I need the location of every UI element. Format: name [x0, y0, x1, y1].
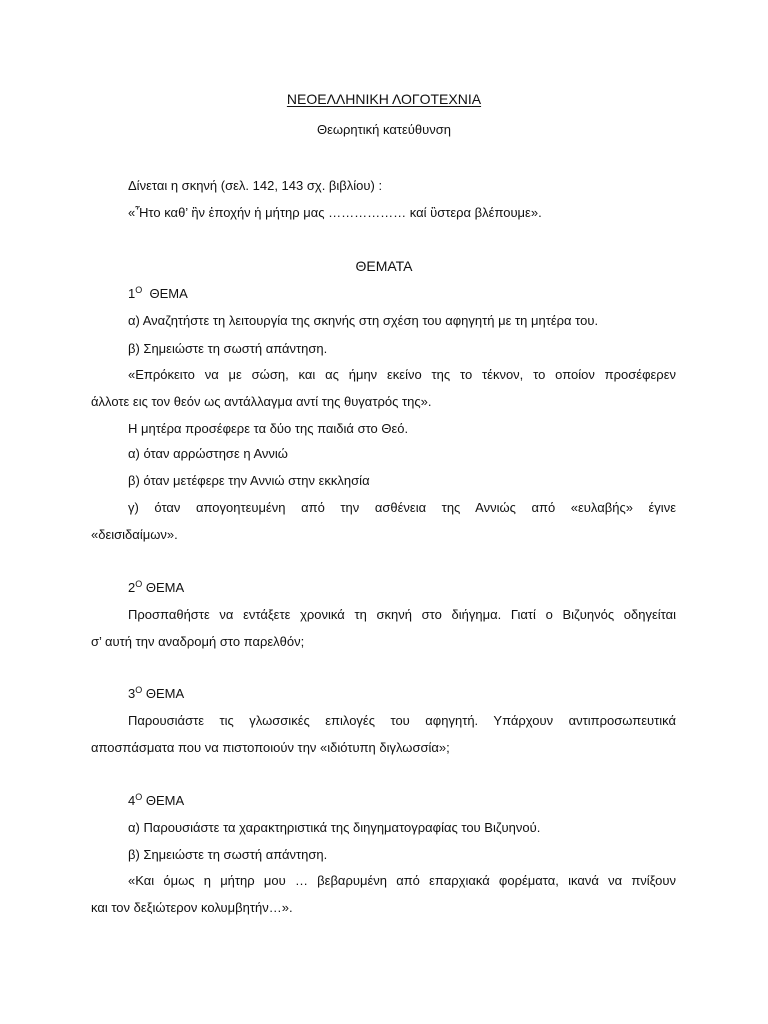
theme-text-line: Η μητέρα προσέφερε τα δύο της παιδιά στο Θεό. [128, 421, 409, 436]
theme-text-line: β) Σημειώστε τη σωστή απάντηση. [128, 847, 328, 862]
theme-label: ΘΕΜΑ [145, 793, 185, 808]
theme-quote-line: άλλοτε εις τον θεόν ως αντάλλαγμα αντί της θυγατρός της». [91, 394, 432, 409]
intro-quote: «Ἦτο καθ’ ἣν ἐποχήν ἡ μήτηρ μας ……………… καί ὓστερα βλέπουμε». [128, 205, 542, 220]
theme-heading [128, 580, 184, 596]
theme-quote-line: «Επρόκειτο να με σώση, και ας ήμην εκείνο της το τέκνον, το οποίον προσέφερεν [128, 367, 676, 382]
theme-label: ΘΕΜΑ [145, 686, 185, 701]
theme-ordinal: Ο [135, 579, 143, 589]
document-subtitle: Θεωρητική κατεύθυνση [316, 122, 452, 137]
theme-ordinal: Ο [135, 685, 143, 695]
theme-text-line: αποσπάσματα που να πιστοποιούν την «ιδιότυπη διγλωσσία»; [91, 740, 450, 755]
theme-number: 3 [128, 686, 136, 701]
theme-number: 4 [128, 793, 136, 808]
theme-text-line: Παρουσιάστε τις γλωσσικές επιλογές του αφηγητή. Υπάρχουν αντιπροσωπευτικά [128, 713, 676, 728]
theme-text-line: σ’ αυτή την αναδρομή στο παρελθόν; [91, 634, 305, 649]
theme-text-line: β) Σημειώστε τη σωστή απάντηση. [128, 341, 328, 356]
theme-number: 1 [128, 286, 136, 301]
theme-ordinal: Ο [135, 792, 143, 802]
theme-heading [128, 686, 184, 702]
theme-label: ΘΕΜΑ [149, 286, 188, 301]
theme-text-line: Προσπαθήστε να εντάξετε χρονικά τη σκηνή στο διήγημα. Γιατί ο Βιζυηνός οδηγείται [128, 607, 676, 622]
theme-text-line: α) Παρουσιάστε τα χαρακτηριστικά της διηγηματογραφίας του Βιζυηνού. [128, 820, 541, 835]
intro-line: Δίνεται η σκηνή (σελ. 142, 143 σχ. βιβλίου) : [128, 178, 383, 193]
theme-label: ΘΕΜΑ [145, 580, 185, 595]
theme-heading [128, 286, 188, 302]
document-title: ΝΕΟΕΛΛΗΝΙΚΗ ΛΟΓΟΤΕΧΝΙΑ [286, 91, 482, 107]
theme-option-line: «δεισιδαίμων». [91, 527, 178, 542]
theme-number: 2 [128, 580, 136, 595]
theme-option-line: γ) όταν απογοητευμένη από την ασθένεια της Αννιώς από «ευλαβής» έγινε [128, 500, 676, 515]
theme-option-line: β) όταν μετέφερε την Αννιώ στην εκκλησία [128, 473, 370, 488]
theme-quote-line: και τον δεξιώτερον κολυμβητήν…». [91, 900, 293, 915]
section-heading: ΘΕΜΑΤΑ [355, 258, 413, 274]
theme-ordinal: Ο [135, 285, 143, 295]
theme-heading [128, 793, 184, 809]
theme-option-line: α) όταν αρρώστησε η Αννιώ [128, 446, 288, 461]
theme-text-line: α) Αναζητήστε τη λειτουργία της σκηνής στη σχέση του αφηγητή με τη μητέρα του. [128, 313, 599, 328]
theme-quote-line: «Και όμως η μήτηρ μου … βεβαρυμένη από επαρχιακά φορέματα, ικανά να πνίξουν [128, 873, 676, 888]
